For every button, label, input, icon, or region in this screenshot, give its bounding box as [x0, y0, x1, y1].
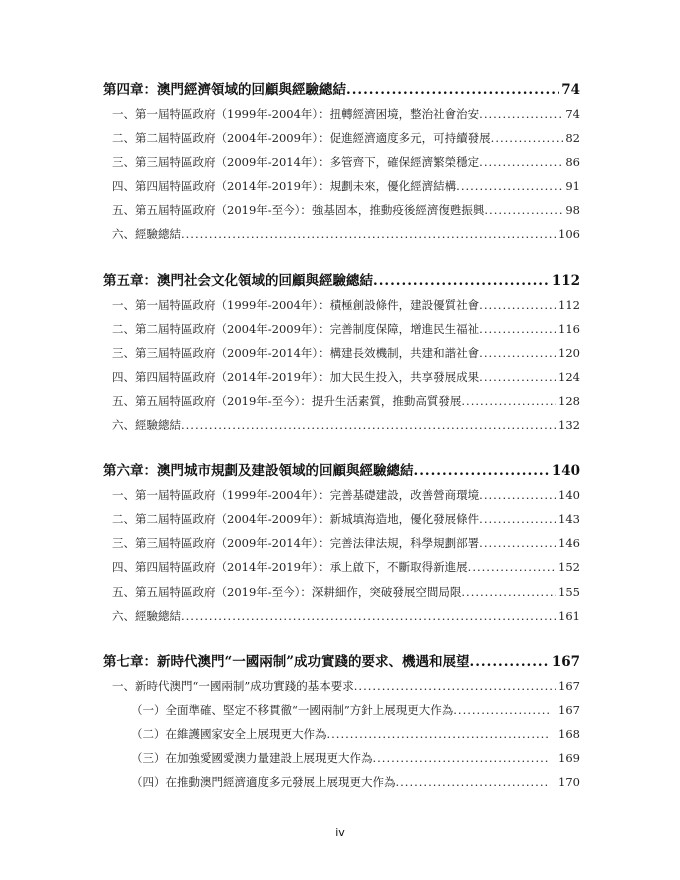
section-page-number: 167 — [558, 678, 580, 693]
toc-section[interactable] — [103, 507, 580, 531]
subsection-title: （四）在推動澳門經濟適度多元發展上展現更大作為 — [131, 775, 396, 790]
toc-subsection[interactable] — [103, 698, 580, 722]
toc-chapter-4[interactable] — [103, 78, 580, 102]
section-page-number: 132 — [558, 418, 580, 433]
toc-section[interactable] — [103, 604, 580, 628]
toc-section[interactable] — [103, 483, 580, 507]
dot-leader — [456, 174, 563, 198]
dot-leader — [479, 293, 556, 317]
section-title: 二、第二屆特區政府（2004年-2009年）：促進經濟適度多元，可持續發展 — [112, 131, 491, 146]
toc-section[interactable] — [103, 126, 580, 150]
section-page-number: 120 — [558, 345, 580, 360]
section-page-number: 161 — [558, 608, 580, 623]
section-page-number: 116 — [558, 321, 580, 336]
dot-leader — [470, 650, 550, 674]
dot-leader — [354, 674, 556, 698]
dot-leader — [491, 126, 564, 150]
dot-leader — [479, 531, 556, 555]
dot-leader — [479, 150, 563, 174]
section-title: 四、第四屆特區政府（2014年-2019年）：承上啟下，不斷取得新進展 — [112, 560, 468, 575]
toc-section[interactable] — [103, 341, 580, 365]
toc-section[interactable] — [103, 674, 580, 698]
toc-subsection[interactable] — [103, 722, 580, 746]
toc-section[interactable] — [103, 365, 580, 389]
section-page-number: 140 — [558, 488, 580, 503]
subsection-title: （三）在加強愛國愛澳力量建設上展現更大作為 — [131, 750, 373, 765]
chapter-page-number: 112 — [551, 272, 580, 289]
dot-leader — [346, 78, 559, 102]
section-title: 二、第二屆特區政府（2004年-2009年）：完善制度保障，增進民生福祉 — [112, 321, 480, 336]
toc-chapter-5[interactable] — [103, 269, 580, 293]
toc-section[interactable] — [103, 293, 580, 317]
dot-leader — [461, 580, 556, 604]
dot-leader — [327, 722, 551, 746]
section-title: 四、第四屆特區政府（2014年-2019年）：規劃未來，優化經濟結構 — [112, 179, 457, 194]
subsection-page-number: 167 — [558, 702, 580, 717]
section-page-number: 146 — [558, 536, 580, 551]
section-page-number: 106 — [558, 227, 580, 242]
section-page-number: 143 — [558, 512, 580, 527]
section-page-number: 112 — [558, 297, 580, 312]
section-page-number: 124 — [558, 369, 580, 384]
page-number-footer: iv — [335, 826, 345, 839]
section-title: 五、第五屆特區政府（2019年-至今）：強基固本，推動疫後經濟復甦振興 — [112, 203, 485, 218]
section-page-number: 98 — [565, 203, 580, 218]
dot-leader — [396, 770, 551, 794]
chapter-page-number: 74 — [561, 82, 580, 98]
dot-leader — [453, 698, 550, 722]
chapter-title: 第四章：澳門經濟領域的回顧與經驗總結 — [103, 82, 346, 98]
section-title: 一、第一屆特區政府（1999年-2004年）：完善基礎建設，改善營商環境 — [112, 488, 480, 503]
dot-leader — [479, 102, 563, 126]
chapter-title: 第六章：澳門城市規劃及建設領域的回顧與經驗總結 — [103, 463, 414, 480]
dot-leader — [373, 269, 550, 293]
dot-leader — [484, 198, 563, 222]
section-page-number: 74 — [565, 107, 580, 121]
toc-section[interactable] — [103, 317, 580, 341]
dot-leader — [181, 604, 556, 628]
dot-leader — [479, 317, 556, 341]
dot-leader — [461, 389, 556, 413]
toc-section[interactable] — [103, 413, 580, 437]
toc-subsection[interactable] — [103, 770, 580, 794]
chapter-page-number: 140 — [551, 463, 580, 480]
section-page-number: 82 — [565, 131, 580, 146]
section-title: 三、第三屆特區政府（2009年-2014年）：多管齊下，確保經濟繁榮穩定 — [112, 155, 480, 170]
toc-subsection[interactable] — [103, 746, 580, 770]
subsection-title: （二）在維護國家安全上展現更大作為 — [131, 726, 327, 741]
section-page-number: 155 — [558, 584, 580, 599]
chapter-page-number: 167 — [551, 653, 580, 670]
toc-section[interactable] — [103, 150, 580, 174]
dot-leader — [479, 365, 556, 389]
dot-leader — [414, 459, 550, 483]
section-title: 五、第五屆特區政府（2019年-至今）：提升生活素質，推動高質發展 — [112, 393, 462, 408]
section-page-number: 86 — [565, 155, 580, 170]
section-title: 一、新時代澳門“一國兩制”成功實踐的基本要求 — [112, 678, 354, 693]
section-page-number: 128 — [558, 393, 580, 408]
section-title: 三、第三屆特區政府（2009年-2014年）：完善法律法規，科學規劃部署 — [112, 536, 480, 551]
section-title: 三、第三屆特區政府（2009年-2014年）：構建長效機制，共建和諧社會 — [112, 345, 480, 360]
toc-chapter-7[interactable] — [103, 650, 580, 674]
dot-leader — [479, 507, 556, 531]
dot-leader — [373, 746, 551, 770]
section-title: 六、經驗總結 — [112, 418, 181, 433]
section-title: 六、經驗總結 — [112, 608, 181, 623]
toc-section[interactable] — [103, 555, 580, 579]
dot-leader — [479, 483, 556, 507]
subsection-title: （一）全面準確、堅定不移貫徹“一國兩制”方針上展現更大作為 — [131, 702, 454, 717]
section-title: 一、第一屆特區政府（1999年-2004年）：積極創設條件，建設優質社會 — [112, 297, 480, 312]
section-title: 一、第一屆特區政府（1999年-2004年）：扭轉經濟困境，整治社會治安 — [112, 107, 480, 121]
subsection-page-number: 169 — [558, 750, 580, 765]
dot-leader — [181, 413, 556, 437]
dot-leader — [468, 555, 556, 579]
dot-leader — [479, 341, 556, 365]
section-title: 二、第二屆特區政府（2004年-2009年）：新城填海造地，優化發展條件 — [112, 512, 480, 527]
section-title: 六、經驗總結 — [112, 227, 181, 242]
toc-section[interactable] — [103, 174, 580, 198]
chapter-title: 第七章：新時代澳門“一國兩制”成功實踐的要求、機遇和展望 — [103, 653, 470, 670]
section-title: 五、第五屆特區政府（2019年-至今）：深耕細作，突破發展空間局限 — [112, 584, 462, 599]
chapter-title: 第五章：澳門社会文化領域的回顧與經驗總結 — [103, 272, 373, 289]
dot-leader — [181, 222, 556, 246]
subsection-page-number: 168 — [558, 726, 580, 741]
toc-section[interactable] — [103, 531, 580, 555]
section-page-number: 91 — [565, 179, 580, 194]
toc-section[interactable] — [103, 198, 580, 222]
table-of-contents — [103, 78, 580, 794]
toc-section[interactable] — [103, 222, 580, 246]
toc-chapter-6[interactable] — [103, 459, 580, 483]
subsection-page-number: 170 — [558, 775, 580, 790]
toc-section[interactable] — [103, 389, 580, 413]
toc-section[interactable] — [103, 102, 580, 126]
section-page-number: 152 — [558, 560, 580, 575]
toc-section[interactable] — [103, 580, 580, 604]
section-title: 四、第四屆特區政府（2014年-2019年）：加大民生投入，共享發展成果 — [112, 369, 480, 384]
